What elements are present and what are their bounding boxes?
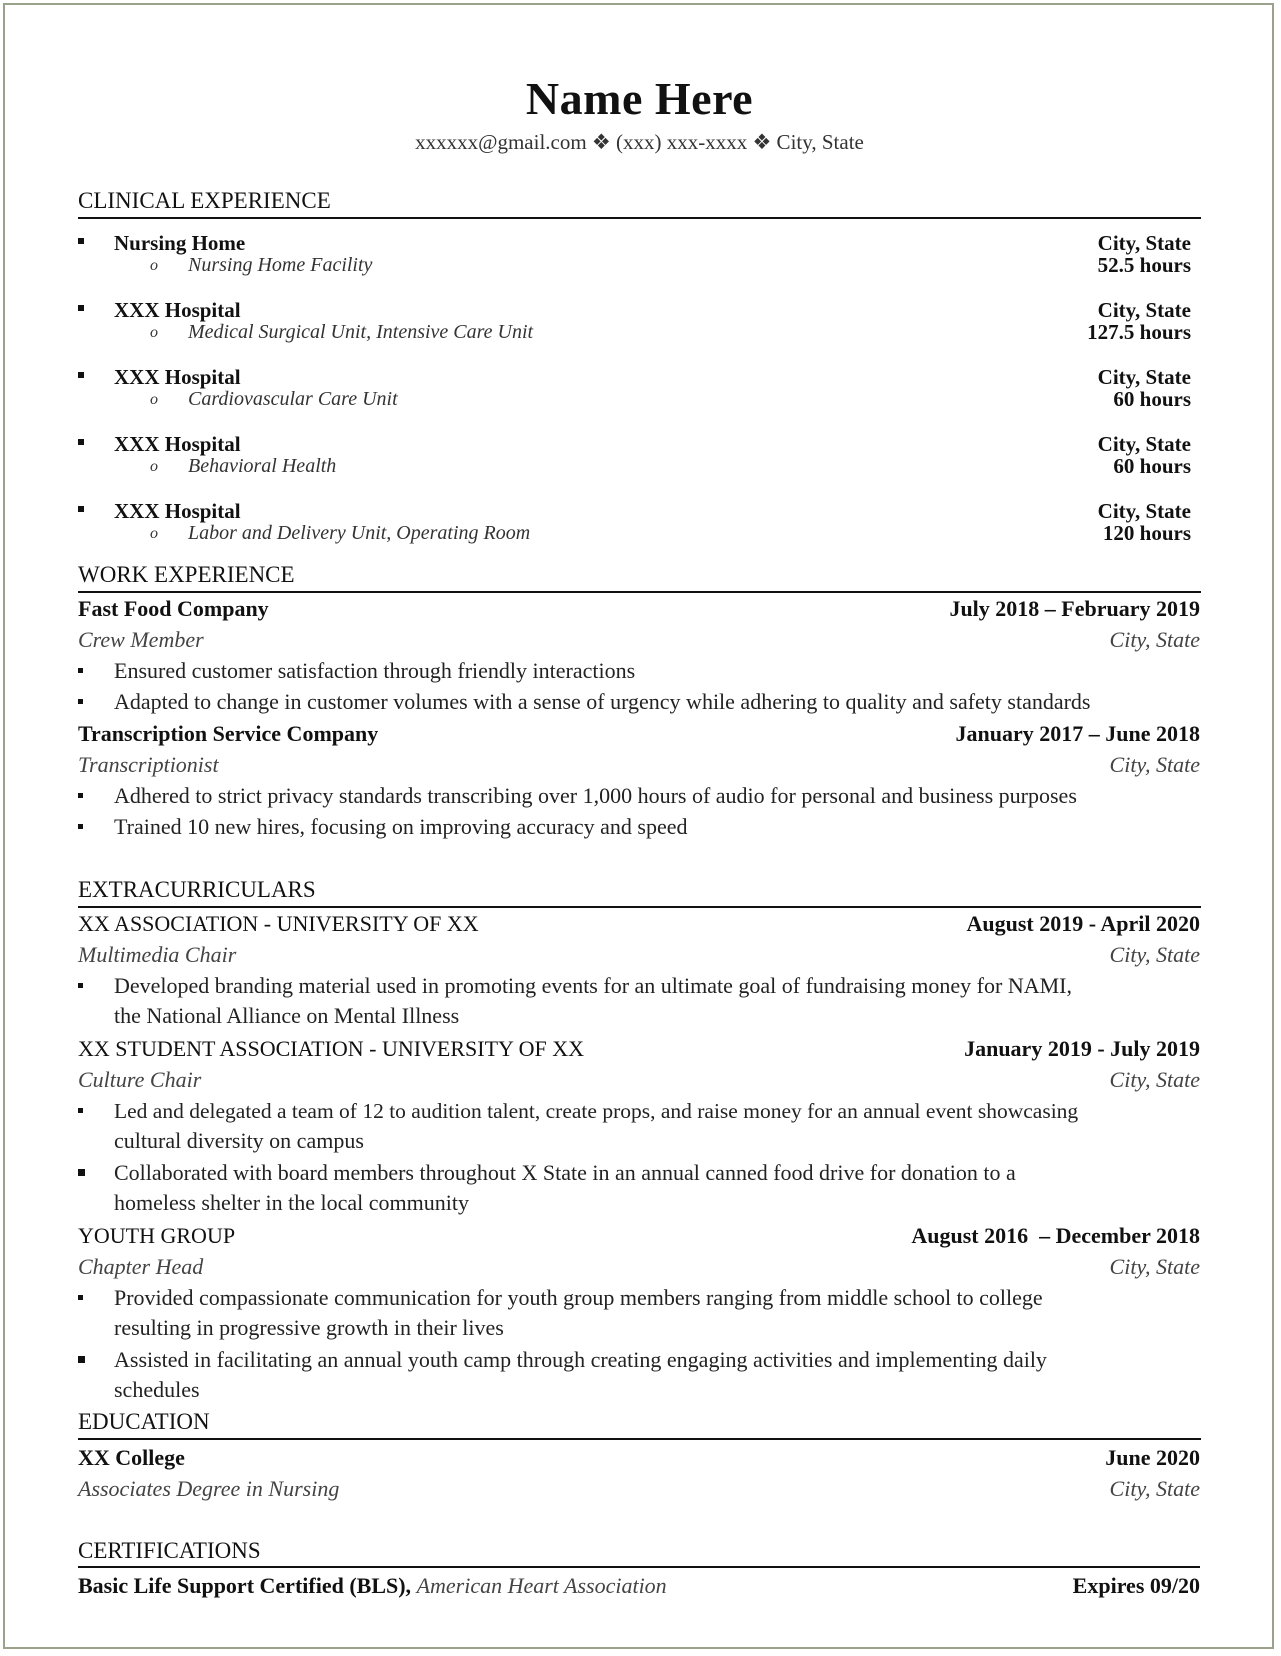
clinical-unit: Cardiovascular Care Unit — [188, 388, 398, 410]
clinical-entry — [78, 299, 1191, 343]
bullet-text: Trained 10 new hires, focusing on improving accuracy and speed — [114, 814, 688, 839]
section-title-education: EDUCATION — [78, 1408, 1201, 1440]
activity-header — [78, 1221, 1200, 1251]
bullet-icon — [78, 1169, 85, 1176]
clinical-entry — [78, 232, 1191, 276]
activity-dates: August 2016 – December 2018 — [911, 1223, 1200, 1248]
bullet-icon — [78, 793, 83, 798]
clinical-site: XXX Hospital — [114, 432, 241, 456]
bullet-text — [114, 1283, 1200, 1343]
clinical-hours: 120 hours — [1102, 521, 1191, 545]
job-company: Fast Food Company — [78, 596, 269, 621]
activity-role: Multimedia Chair — [78, 942, 237, 967]
bullet-text — [114, 1345, 1200, 1405]
activity-role: Culture Chair — [78, 1067, 202, 1092]
section-title-clinical: CLINICAL EXPERIENCE — [78, 187, 1201, 219]
education-header — [78, 1443, 1200, 1473]
activity-subheader — [78, 1252, 1200, 1282]
section-divider — [78, 1566, 1200, 1568]
job-role: Crew Member — [78, 627, 204, 652]
clinical-site: Nursing Home — [114, 231, 246, 255]
certification — [78, 1571, 667, 1601]
bullet-icon — [78, 1356, 85, 1363]
activity-header — [78, 909, 1200, 939]
education-subheader — [78, 1474, 1200, 1504]
clinical-entry — [78, 500, 1191, 544]
sub-bullet-marker: o — [150, 458, 158, 475]
resume-name: Name Here — [525, 73, 754, 124]
bullet-icon — [78, 1295, 83, 1300]
bullet-line: resulting in progressive growth in their lives — [114, 1315, 504, 1340]
education-location: City, State — [1109, 1476, 1200, 1501]
bullet-text: Adapted to change in customer volumes with a sense of urgency while adhering to quality and safety standards — [114, 689, 1091, 714]
activity-location: City, State — [1109, 1067, 1200, 1092]
bullet-text — [114, 1158, 1200, 1218]
bullet-icon — [78, 983, 83, 988]
bullet-line: Collaborated with board members throughout X State in an annual canned food drive for donation to a — [114, 1160, 1016, 1185]
clinical-unit: Behavioral Health — [188, 455, 337, 477]
sub-bullet-marker: o — [150, 391, 158, 408]
clinical-hours: 127.5 hours — [1087, 320, 1191, 344]
job-subheader — [78, 750, 1200, 780]
clinical-unit: Labor and Delivery Unit, Operating Room — [188, 522, 531, 544]
bullet-line: Developed branding material used in promoting events for an ultimate goal of fundraising money for NAMI, — [114, 973, 1072, 998]
clinical-location: City, State — [1097, 231, 1191, 255]
list-item — [78, 1345, 1200, 1407]
clinical-unit: Nursing Home Facility — [188, 254, 373, 276]
clinical-location: City, State — [1097, 365, 1191, 389]
bullet-text: Adhered to strict privacy standards transcribing over 1,000 hours of audio for personal and business purposes — [114, 783, 1077, 808]
bullet-line: homeless shelter in the local community — [114, 1190, 469, 1215]
activity-header — [78, 1034, 1200, 1064]
clinical-hours: 60 hours — [1113, 387, 1191, 411]
school-name: XX College — [78, 1445, 185, 1470]
section-title-work: WORK EXPERIENCE — [78, 561, 1201, 593]
activity-org: XX ASSOCIATION - UNIVERSITY OF XX — [78, 911, 479, 936]
job-subheader — [78, 625, 1200, 655]
sub-bullet-marker: o — [150, 525, 158, 542]
bullet-text: Ensured customer satisfaction through friendly interactions — [114, 658, 636, 683]
activity-org: XX STUDENT ASSOCIATION - UNIVERSITY OF XX — [78, 1036, 585, 1061]
certification-expiry: Expires 09/20 — [1072, 1573, 1200, 1598]
bullet-line: Provided compassionate communication for youth group members ranging from middle school to college — [114, 1285, 1043, 1310]
activity-org: YOUTH GROUP — [78, 1223, 236, 1248]
clinical-location: City, State — [1097, 298, 1191, 322]
list-item — [78, 1158, 1200, 1220]
certification-row — [78, 1571, 1200, 1601]
activity-subheader — [78, 1065, 1200, 1095]
activity-dates: January 2019 - July 2019 — [964, 1036, 1200, 1061]
sub-bullet-marker: o — [150, 257, 158, 274]
activity-subheader — [78, 940, 1200, 970]
job-location: City, State — [1109, 627, 1200, 652]
job-header — [78, 719, 1200, 749]
bullet-line: Assisted in facilitating an annual youth camp through creating engaging activities and implementing daily — [114, 1347, 1047, 1372]
activity-location: City, State — [1109, 942, 1200, 967]
list-item — [78, 1096, 1200, 1158]
bullet-line: cultural diversity on campus — [114, 1128, 364, 1153]
bullet-icon — [78, 506, 84, 512]
bullet-text — [114, 1096, 1200, 1156]
contact-line: xxxxxx@gmail.com ❖ (xxx) xxx-xxxx ❖ City, State — [415, 130, 864, 154]
job-header — [78, 594, 1200, 624]
job-dates: July 2018 – February 2019 — [949, 596, 1200, 621]
clinical-site: XXX Hospital — [114, 365, 241, 389]
bullet-icon — [78, 699, 83, 704]
clinical-location: City, State — [1097, 432, 1191, 456]
bullet-icon — [78, 372, 84, 378]
clinical-location: City, State — [1097, 499, 1191, 523]
bullet-line: schedules — [114, 1377, 200, 1402]
clinical-unit: Medical Surgical Unit, Intensive Care Unit — [188, 321, 534, 343]
certification-name: Basic Life Support Certified (BLS), — [78, 1573, 412, 1598]
clinical-site: XXX Hospital — [114, 298, 241, 322]
clinical-entry — [78, 366, 1191, 410]
sub-bullet-marker: o — [150, 324, 158, 341]
activity-role: Chapter Head — [78, 1254, 204, 1279]
activity-dates: August 2019 - April 2020 — [966, 911, 1200, 936]
degree: Associates Degree in Nursing — [78, 1476, 340, 1501]
bullet-icon — [78, 439, 84, 445]
job-location: City, State — [1109, 752, 1200, 777]
clinical-entry — [78, 433, 1191, 477]
section-title-certifications: CERTIFICATIONS — [78, 1538, 261, 1563]
bullet-icon — [78, 1108, 83, 1113]
bullet-text — [114, 971, 1200, 1031]
list-item — [78, 971, 1200, 1033]
bullet-line: Led and delegated a team of 12 to audition talent, create props, and raise money for an annual event showcasing — [114, 1099, 1079, 1123]
bullet-icon — [78, 668, 83, 673]
bullet-icon — [78, 238, 84, 244]
job-dates: January 2017 – June 2018 — [955, 721, 1200, 746]
certification-issuer: American Heart Association — [416, 1573, 667, 1598]
job-role: Transcriptionist — [78, 752, 219, 777]
bullet-icon — [78, 305, 84, 311]
clinical-site: XXX Hospital — [114, 499, 241, 523]
clinical-hours: 52.5 hours — [1097, 253, 1191, 277]
clinical-hours: 60 hours — [1113, 454, 1191, 478]
graduation-date: June 2020 — [1105, 1445, 1200, 1470]
bullet-icon — [78, 824, 83, 829]
job-company: Transcription Service Company — [78, 721, 379, 746]
section-title-extracurriculars: EXTRACURRICULARS — [78, 876, 1201, 908]
bullet-line: the National Alliance on Mental Illness — [114, 1003, 460, 1028]
list-item — [78, 1283, 1200, 1345]
activity-location: City, State — [1109, 1254, 1200, 1279]
